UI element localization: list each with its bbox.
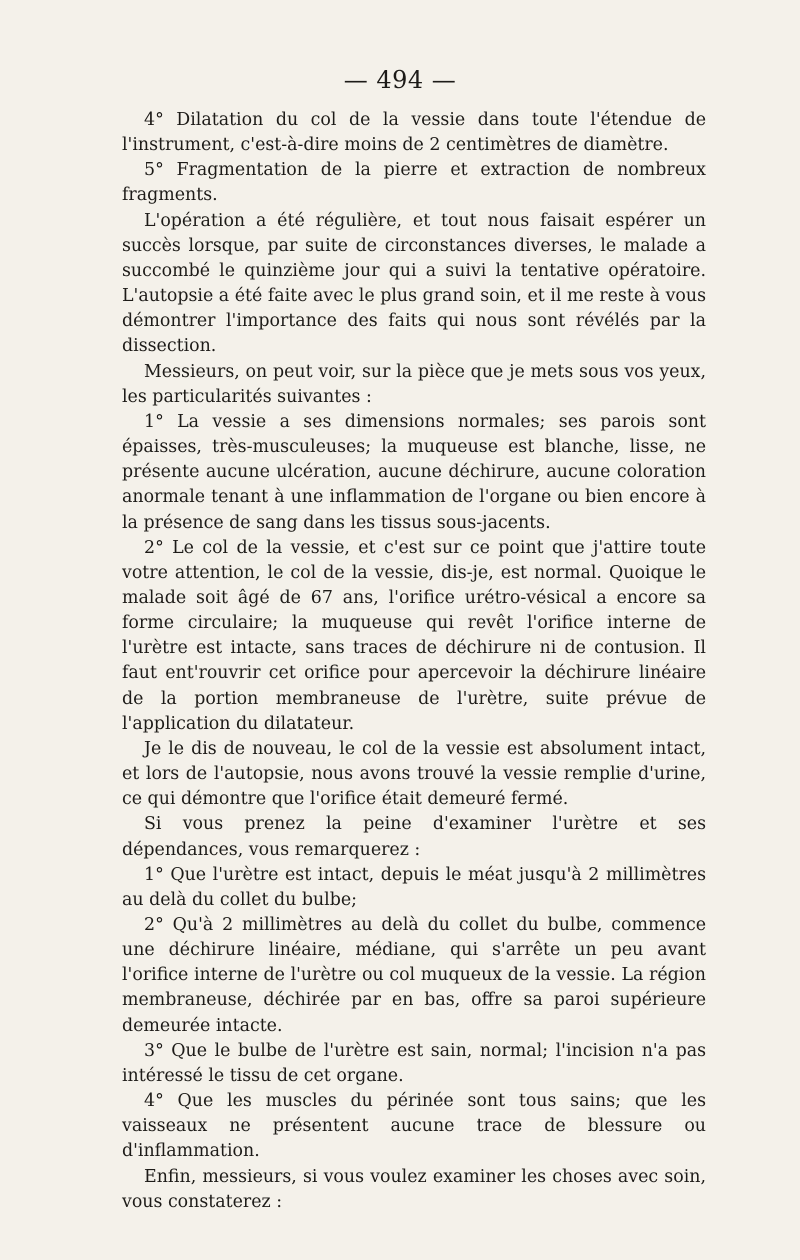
paragraph: 5° Fragmentation de la pierre et extraction de nombreux fragments. (122, 160, 706, 206)
paragraph: 4° Dilatation du col de la vessie dans toute l'étendue de l'instrument, c'est-à-dire moins de 2 centimètres de diamètre. (122, 110, 706, 156)
paragraph: L'opération a été régulière, et tout nous faisait espérer un succès lorsque, par suite de circonstances diverses, le malade a succombé le quinzième jour qui a suivi la tentative opératoire. L'autopsie a été faite avec le plus grand soin, et il me reste à vous démontrer l'importance des faits qui nous sont révélés par la dissection. (122, 210, 706, 357)
paragraph: 2° Le col de la vessie, et c'est sur ce point que j'attire toute votre attention, le col de la vessie, dis-je, est normal. Quoique le malade soit âgé de 67 ans, l'orifice urétro-vésical a encore sa forme circulaire; la muqueuse qui revêt l'orifice interne de l'urètre est intacte, sans traces de déchirure ni de contusion. Il faut ent'rouvrir cet orifice pour apercevoir la déchirure linéaire de la portion membraneuse de l'urètre, suite prévue de l'application du dilatateur. (122, 537, 706, 734)
paragraph: 4° Que les muscles du périnée sont tous sains; que les vaisseaux ne présentent aucune trace de blessure ou d'inflammation. (122, 1091, 706, 1162)
paragraph: Messieurs, on peut voir, sur la pièce que je mets sous vos yeux, les particularités suivantes : (122, 361, 706, 407)
paragraph: Enfin, messieurs, si vous voulez examiner les choses avec soin, vous constaterez : (122, 1166, 706, 1212)
paragraph: Si vous prenez la peine d'examiner l'urètre et ses dépendances, vous remarquerez : (122, 814, 706, 860)
paragraph: Je le dis de nouveau, le col de la vessie est absolument intact, et lors de l'autopsie, nous avons trouvé la vessie remplie d'urine, ce qui démontre que l'orifice était demeuré fermé. (122, 738, 706, 810)
paragraph: 2° Qu'à 2 millimètres au delà du collet du bulbe, commence une déchirure linéaire, médiane, qui s'arrête un peu avant l'orifice interne de l'urètre ou col muqueux de la vessie. La région membraneuse, déchirée par en bas, offre sa paroi supérieure demeurée intacte. (122, 915, 706, 1036)
page-number: — 494 — (343, 66, 457, 94)
paragraph: 3° Que le bulbe de l'urètre est sain, normal; l'incision n'a pas intéressé le tissu de cet organe. (122, 1040, 706, 1086)
body-text (122, 108, 706, 1215)
paragraph: 1° La vessie a ses dimensions normales; ses parois sont épaisses, très-musculeuses; la muqueuse est blanche, lisse, ne présente aucune ulcération, aucune déchirure, aucune coloration anormale tenant à une inflammation de l'organe ou bien encore à la présence de sang dans les tissus sous-jacents. (122, 411, 706, 533)
paragraph: 1° Que l'urètre est intact, depuis le méat jusqu'à 2 millimètres au delà du collet du bulbe; (122, 864, 706, 910)
